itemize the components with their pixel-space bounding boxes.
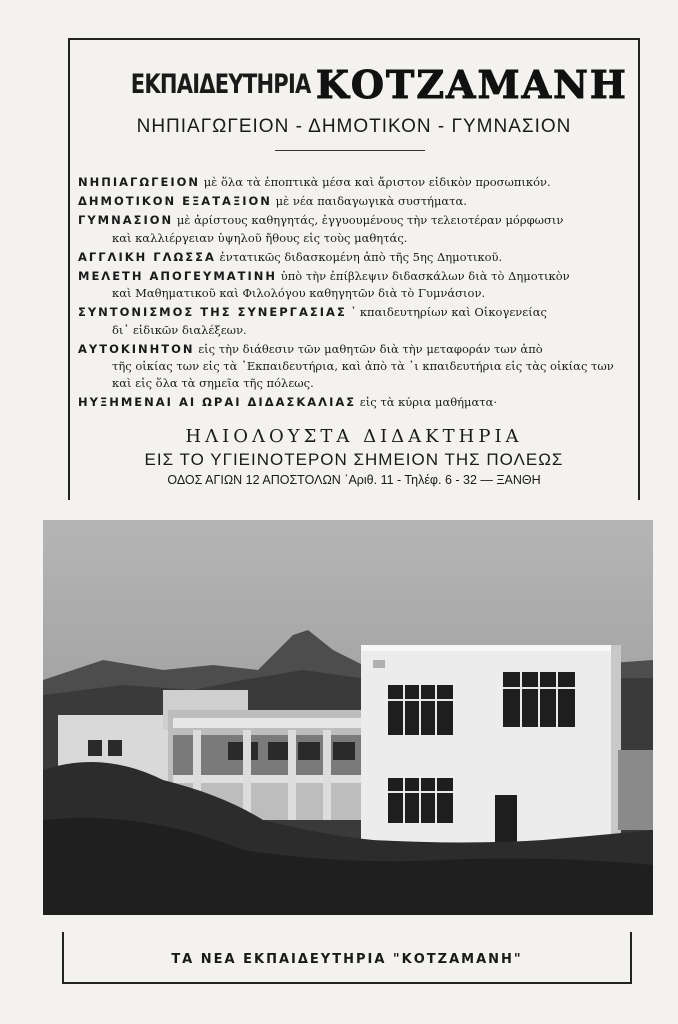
address-block [70, 426, 638, 487]
title-school-word: ΕΚΠΑΙΔΕΥΤΗΡΙΑ [130, 69, 311, 100]
caption-box [62, 932, 632, 984]
list-item: ΣΥΝΤΟΝΙΣΜΟΣ ΤΗΣ ΣΥΝΕΡΓΑΣΙΑΣ ᾿ κπαιδευτηρίων καὶ Οἰκογενείας δι᾿ εἰδικῶν διαλέξεων. [78, 305, 547, 337]
photo-caption: ΤΑ ΝΕΑ ΕΚΠΑΙΔΕΥΤΗΡΙΑ "ΚΟΤΖΑΜΑΝΗ" [171, 952, 523, 967]
ornament-divider [275, 150, 425, 151]
list-item: ΓΥΜΝΑΣΙΟΝ μὲ ἀρίστους καθηγητάς, ἐγγυουμένους τὴν τελειοτέραν μόρφωσιν καὶ καλλιέργειαν ὑψηλοῦ ἤθους εἰς τοὺς μαθητάς. [78, 213, 564, 245]
list-item: ΑΥΤΟΚΙΝΗΤΟΝ εἰς τὴν διάθεσιν τῶν μαθητῶν διὰ τὴν μεταφοράν των ἀπὸ τῆς οἰκίας των εἰς τὰ ᾿Εκπαιδευτήρια, καὶ ἀπὸ τὰ ᾿ι κπαιδευτήρια εἰς τὰς οἰκίας των καὶ εἰς ὅλα τὰ σημεῖα τῆς πόλεως. [78, 341, 614, 391]
list-item: ΑΓΓΛΙΚΗ ΓΛΩΣΣΑ ἐντατικῶς διδασκομένη ἀπὸ τῆς 5ης Δημοτικοῦ. [78, 249, 503, 264]
list-item: ΗΥΞΗΜΕΝΑΙ ΑΙ ΩΡΑΙ ΔΙΔΑΣΚΑΛΙΑΣ εἰς τὰ κύρια μαθήματα· [78, 395, 498, 410]
list-item: ΔΗΜΟΤΙΚΟΝ ΕΞΑΤΑΞΙΟΝ μὲ νέα παιδαγωγικὰ συστήματα. [78, 194, 467, 209]
list-item: ΝΗΠΙΑΓΩΓΕΙΟΝ μὲ ὅλα τὰ ἐποπτικὰ μέσα καὶ ἄριστον εἰδικὸν προσωπικόν. [78, 175, 551, 189]
address-line: ΟΔΟΣ ΑΓΙΩΝ 12 ΑΠΟΣΤΟΛΩΝ ᾿Αριθ. 11 - Τηλέφ. 6 - 32 — ΞΑΝΘΗ [167, 473, 541, 487]
healthiest-location-line: ΕΙΣ ΤΟ ΥΓΙΕΙΝΟΤΕΡΟΝ ΣΗΜΕΙΟΝ ΤΗΣ ΠΟΛΕΩΣ [144, 450, 564, 469]
school-building-photo [43, 520, 653, 915]
title [70, 62, 638, 107]
feature-list [78, 174, 628, 414]
title-school-name: ΚΟΤΖΑΜΑΝΗ [315, 62, 628, 107]
sunny-classrooms-line: ΗΛΙΟΛΟΥΣΤΑ ΔΙΔΑΚΤΗΡΙΑ [185, 426, 523, 447]
subtitle: ΝΗΠΙΑΓΩΓΕΙΟΝ - ΔΗΜΟΤΙΚΟΝ - ΓΥΜΝΑΣΙΟΝ [136, 116, 572, 137]
advertisement-box [68, 38, 640, 500]
list-item: ΜΕΛΕΤΗ ΑΠΟΓΕΥΜΑΤΙΝΗ ὑπὸ τὴν ἐπίβλεψιν διδασκάλων διὰ τὸ Δημοτικὸν καὶ Μαθηματικοῦ καὶ Φιλολόγου καθηγητῶν διὰ τὸ Γυμνάσιον. [78, 269, 570, 301]
